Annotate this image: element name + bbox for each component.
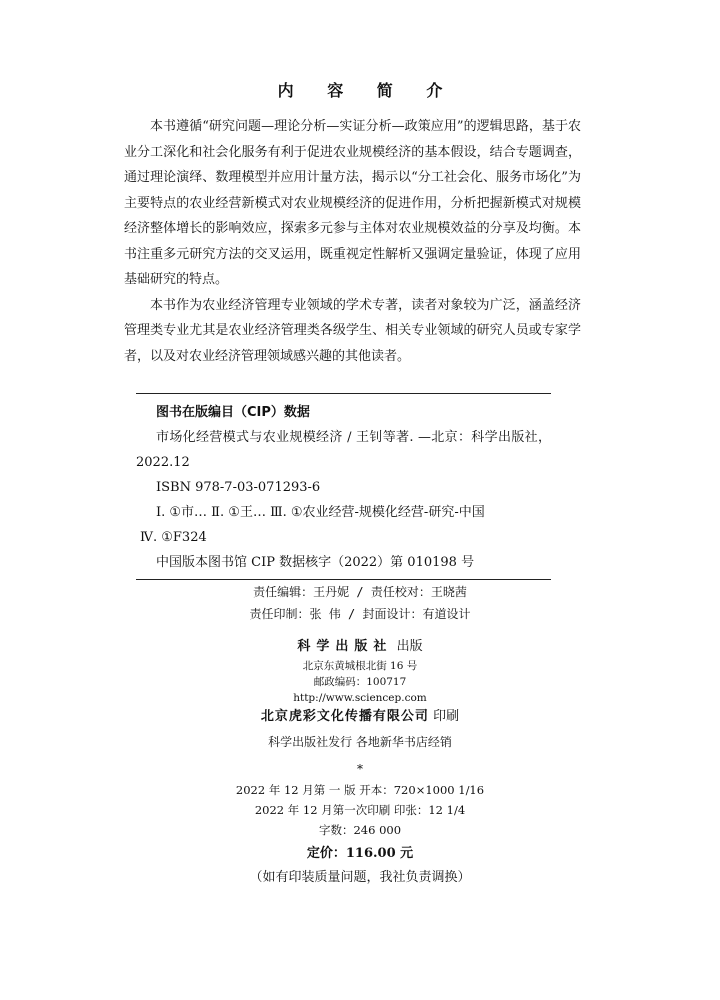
publisher-suffix: 出版 [396,639,423,654]
editorial-credits [0,581,720,625]
summary-paragraph: 本书作为农业经济管理专业领域的学术专著，读者对象较为广泛，涵盖经济管理类专业尤其是农业经济管理类各级学生、相关专业领域的研究人员或专家学者，以及对农业经济管理领域感兴趣的其他读者。 [124,297,581,364]
credits-line: 责任编辑：王丹妮 / 责任校对：王晓茜 [253,585,467,599]
cip-classification: Ⅰ. ①市… Ⅱ. ①王… Ⅲ. ①农业经营-规模化经营-研究-中国 [156,505,485,520]
distribution-line: 科学出版社发行 各地新华书店经销 [268,735,452,749]
publisher-line [0,636,720,658]
cip-record-number: 中国版本图书馆 CIP 数据核字（2022）第 010198 号 [156,555,475,570]
printer-suffix: 印刷 [433,709,460,724]
summary-paragraph: 本书遵循“研究问题—理论分析—实证分析—政策应用”的逻辑思路，基于农业分工深化和社会化服务有利于促进农业规模经济的基本假设，结合专题调查，通过理论演绎、数理模型并应用计量方法，揭示以“分工社会化、服务市场化”为主要特点的农业经营新模式对农业规模经济的促进作用，分析把握新模式对规模经济整体增长的影响效应，探索多元参与主体对农业规模效益的分享及均衡。本书注重多元研究方法的交叉运用，既重视定性解析又强调定量验证，体现了应用基础研究的特点。 [124,119,581,287]
cip-data-block [136,393,551,580]
publisher-address: 北京东黄城根北街 16 号 [302,660,418,672]
edition-line: 2022 年 12 月第 一 版 开本：720×1000 1/16 [235,783,485,797]
cip-isbn: ISBN 978-7-03-071293-6 [156,480,321,495]
cip-classification-continued: Ⅳ. ①F324 [140,530,207,545]
separator-asterisk: * [357,762,363,776]
printer-line [0,706,720,728]
word-count: 字数：246 000 [318,823,402,837]
content-summary [124,114,581,369]
credits-line: 责任印制：张 伟 / 封面设计：有道设计 [249,607,471,621]
printing-line: 2022 年 12 月第一次印刷 印张：12 1/4 [254,803,466,817]
publication-info [0,636,720,890]
printer-name: 北京虎彩文化传播有限公司 [260,709,429,724]
publisher-postcode: 邮政编码：100717 [313,676,407,688]
quality-notice: （如有印装质量问题，我社负责调换） [249,870,471,885]
cip-description: 市场化经营模式与农业规模经济 / 王钊等著. —北京：科学出版社，2022.12 [136,430,551,470]
page-title: 内 容 简 介 [277,81,457,100]
publisher-website: http://www.sciencep.com [293,692,427,704]
publisher-name: 科学出版社 [297,639,393,654]
cip-heading: 图书在版编目（CIP）数据 [156,405,310,420]
price: 定价：116.00 元 [306,846,414,861]
